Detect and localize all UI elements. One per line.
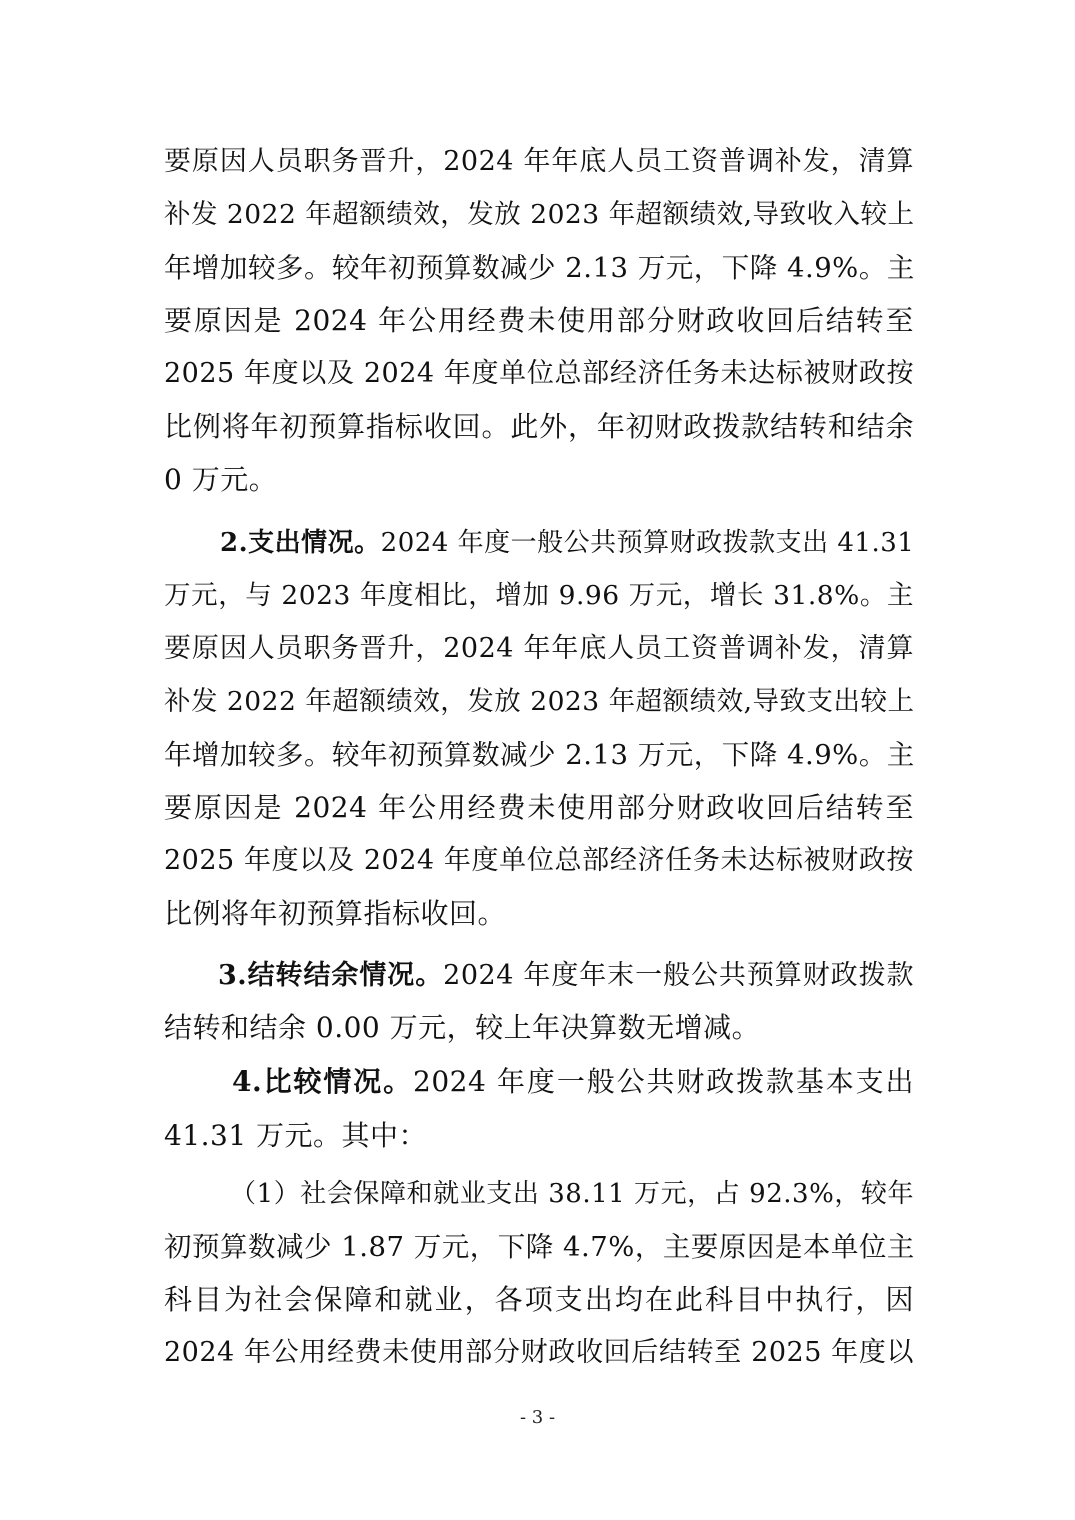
section-heading: 3.结转结余情况。 [218, 960, 444, 991]
page-number: - 3 - [519, 1407, 556, 1428]
text-line: 年增加较多。较年初预算数减少 2.13 万元，下降 4.9%。主 [164, 252, 915, 284]
text-line: 要原因是 2024 年公用经费未使用部分财政收回后结转至 [164, 304, 914, 337]
paragraph-first-line [220, 517, 914, 569]
text-line: 2025 年度以及 2024 年度单位总部经济任务未达标被财政按 [164, 845, 914, 876]
text-line: 结转和结余 0.00 万元，较上年决算数无增减。 [164, 1011, 761, 1044]
text-line: 补发 2022 年超额绩效，发放 2023 年超额绩效,导致收入较上 [164, 199, 915, 230]
text-line: 要原因是 2024 年公用经费未使用部分财政收回后结转至 [164, 791, 914, 824]
text-line: 2025 年度以及 2024 年度单位总部经济任务未达标被财政按 [164, 358, 914, 389]
text-line: 比例将年初预算指标收回。 [164, 897, 507, 930]
text-line: 初预算数减少 1.87 万元，下降 4.7%，主要原因是本单位主 [164, 1231, 915, 1263]
text-line: 要原因人员职务晋升，2024 年年底人员工资普调补发，清算 [164, 633, 914, 664]
text-line: 41.31 万元。其中： [164, 1119, 428, 1152]
text-line: 万元，与 2023 年度相比，增加 9.96 万元，增长 31.8%。主 [164, 580, 914, 611]
paragraph-first-line [218, 950, 914, 1002]
text-line: 年增加较多。较年初预算数减少 2.13 万元，下降 4.9%。主 [164, 739, 915, 771]
paragraph-first-line: （1）社会保障和就业支出 38.11 万元，占 92.3%，较年 [230, 1179, 914, 1209]
text-line: 2024 年公用经费未使用部分财政收回后结转至 2025 年度以 [164, 1337, 914, 1368]
text-line: 要原因人员职务晋升，2024 年年底人员工资普调补发，清算 [164, 146, 914, 177]
paragraph-first-line [232, 1056, 914, 1108]
text-line: 科目为社会保障和就业，各项支出均在此科目中执行，因 [164, 1283, 914, 1316]
section-heading: 4.比较情况。 [232, 1065, 414, 1098]
text-span: 2024 年度年末一般公共预算财政拨款 [443, 960, 915, 991]
section-heading: 2.支出情况。 [220, 528, 381, 558]
text-span: 2024 年度一般公共预算财政拨款支出 41.31 [380, 528, 915, 558]
text-line: 补发 2022 年超额绩效，发放 2023 年超额绩效,导致支出较上 [164, 686, 915, 717]
text-span: 2024 年度一般公共财政拨款基本支出 [413, 1065, 914, 1098]
text-line: 0 万元。 [164, 463, 278, 496]
text-line: 比例将年初预算指标收回。此外，年初财政拨款结转和结余 [164, 410, 914, 443]
